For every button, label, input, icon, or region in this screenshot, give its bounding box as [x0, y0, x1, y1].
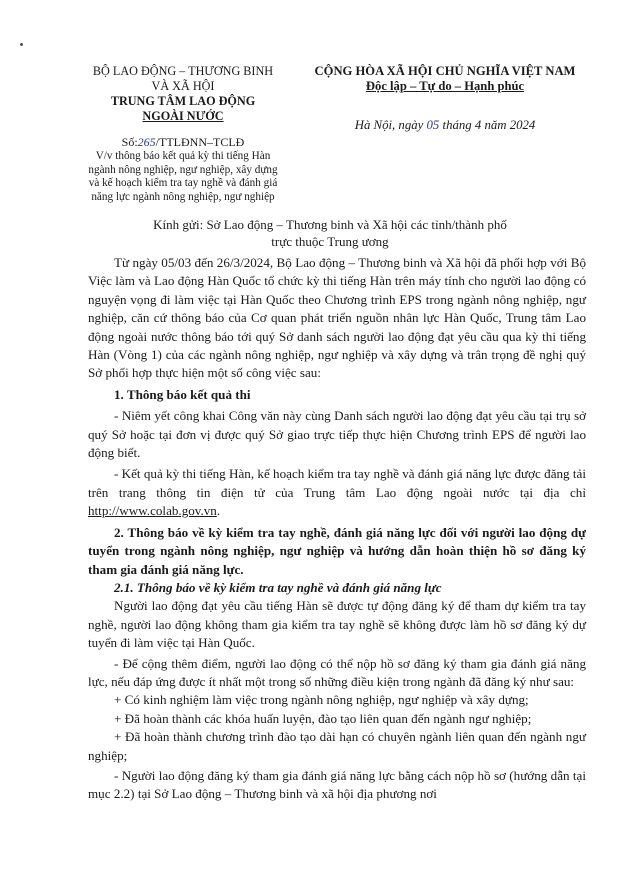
doc-no-suffix: /TTLĐNN–TCLĐ [155, 135, 245, 149]
doc-no-handwritten: 265 [137, 135, 156, 149]
national-header [300, 64, 590, 94]
subject-line: năng lực ngành nông nghiệp, ngư nghiệp [91, 190, 275, 203]
center-line-2: NGOÀI NƯỚC [142, 109, 224, 123]
ministry-line-2: VÀ XÃ HỘI [151, 79, 215, 93]
document-number [58, 135, 308, 149]
country-name: CỘNG HÒA XÃ HỘI CHỦ NGHĨA VIỆT NAM [314, 64, 576, 78]
section-1-paragraph-2-end: . [216, 503, 221, 519]
recipient-line-2: trực thuộc Trung ương [271, 234, 389, 249]
letter-body [88, 254, 586, 804]
subject-line: V/v thông báo kết quả kỳ thi tiếng Hàn [95, 150, 271, 162]
doc-no-prefix: Số: [121, 135, 138, 149]
center-line-1: TRUNG TÂM LAO ĐỘNG [110, 94, 256, 108]
subject-line: ngành nông nghiệp, ngư nghiệp, xây dựng [88, 163, 278, 176]
date-day-handwritten: 05 [426, 118, 440, 132]
national-motto: Độc lập – Tự do – Hạnh phúc [365, 79, 525, 93]
recipient-line-1: Kính gửi: Sở Lao động – Thương binh và Xã hội các tỉnh/thành phố [153, 217, 507, 232]
subject-line: và kế hoạch kiểm tra tay nghề và đánh giá [88, 177, 278, 189]
section-1-paragraph-2 [88, 465, 586, 520]
section-1-paragraph-1: - Niêm yết công khai Công văn này cùng Danh sách người lao động đạt yêu cầu tại trụ sở quý Sở hoặc tại đơn vị được quý Sở giao trực tiếp thực hiện Chương trình EPS để người lao động biết. [88, 408, 586, 461]
issue-date [300, 118, 590, 133]
section-2-title: 2. Thông báo về kỳ kiểm tra tay nghề, đánh giá năng lực đối với người lao động dự tuyển trong ngành nông nghiệp, ngư nghiệp và hướng dẫn hoàn thiện hồ sơ đăng ký tham gia đánh giá năng lực. [88, 524, 586, 577]
scan-speck [20, 43, 23, 46]
section-2-1-paragraph-3: - Người lao động đăng ký tham gia đánh giá năng lực bằng cách nộp hồ sơ (hướng dẫn tại mục 2.2) tại Sở Lao động – Thương binh và xã hội địa phương nơi [88, 767, 586, 802]
intro-paragraph: Từ ngày 05/03 đến 26/3/2024, Bộ Lao động – Thương binh và Xã hội đã phối hợp với Bộ Việc làm và Lao động Hàn Quốc tổ chức kỳ thi tiếng Hàn trên máy tính cho người lao động có nguyện vọng đi làm việc tại Hàn Quốc theo Chương trình EPS trong ngành nông nghiệp, ngư nghiệp, căn cứ thông báo của Cơ quan phát triển nguồn nhân lực Hàn Quốc, Trung tâm Lao động ngoài nước thông báo tới quý Sở danh sách người lao động đạt yêu cầu qua kỳ thi tiếng Hàn (Vòng 1) của các ngành nông nghiệp, ngư nghiệp và xây dựng và trân trọng đề nghị quý Sở phối hợp thực hiện một số công việc sau: [88, 255, 586, 381]
condition-bullet-1: + Có kinh nghiệm làm việc trong ngành nông nghiệp, ngư nghiệp và xây dựng; [114, 692, 529, 708]
condition-bullet-3: + Đã hoàn thành chương trình đào tạo dài hạn có chuyên ngành liên quan đến ngành ngư nghiệp; [88, 729, 586, 763]
colab-website-link[interactable]: http://www.colab.gov.vn [88, 503, 217, 519]
section-1-paragraph-2-text: - Kết quả kỳ thi tiếng Hàn, kế hoạch kiểm tra tay nghề và đánh giá năng lực được đăng tải trên trang thông tin điện tử của Trung tâm Lao động ngoài nước tại địa chỉ [88, 466, 586, 500]
ministry-line-1: BỘ LAO ĐỘNG – THƯƠNG BINH [92, 64, 274, 78]
recipient-block [70, 216, 590, 250]
issuer-block [58, 64, 308, 124]
section-1-title: 1. Thông báo kết quả thi [114, 386, 251, 402]
section-2-1-paragraph-1: Người lao động đạt yêu cầu tiếng Hàn sẽ được tự động đăng ký để tham dự kiểm tra tay nghề, người lao động không tham gia kiểm tra tay nghề sẽ không được làm hồ sơ đăng ký dự tuyển đi làm việc tại Hàn Quốc. [88, 598, 586, 651]
date-prefix: Hà Nội, ngày [354, 118, 424, 132]
section-2-1-title: 2.1. Thông báo về kỳ kiểm tra tay nghề và đánh giá năng lực [114, 579, 442, 595]
date-suffix: tháng 4 năm 2024 [442, 118, 536, 132]
section-2-1-paragraph-2: - Để cộng thêm điểm, người lao động có thể nộp hồ sơ đăng ký tham gia đánh giá năng lực, nếu đáp ứng được ít nhất một trong số những điều kiện trong ngành đã đăng ký như sau: [88, 655, 586, 689]
subject-block [58, 150, 308, 204]
condition-bullet-2: + Đã hoàn thành các khóa huấn luyện, đào tạo liên quan đến ngành ngư nghiệp; [114, 710, 532, 726]
